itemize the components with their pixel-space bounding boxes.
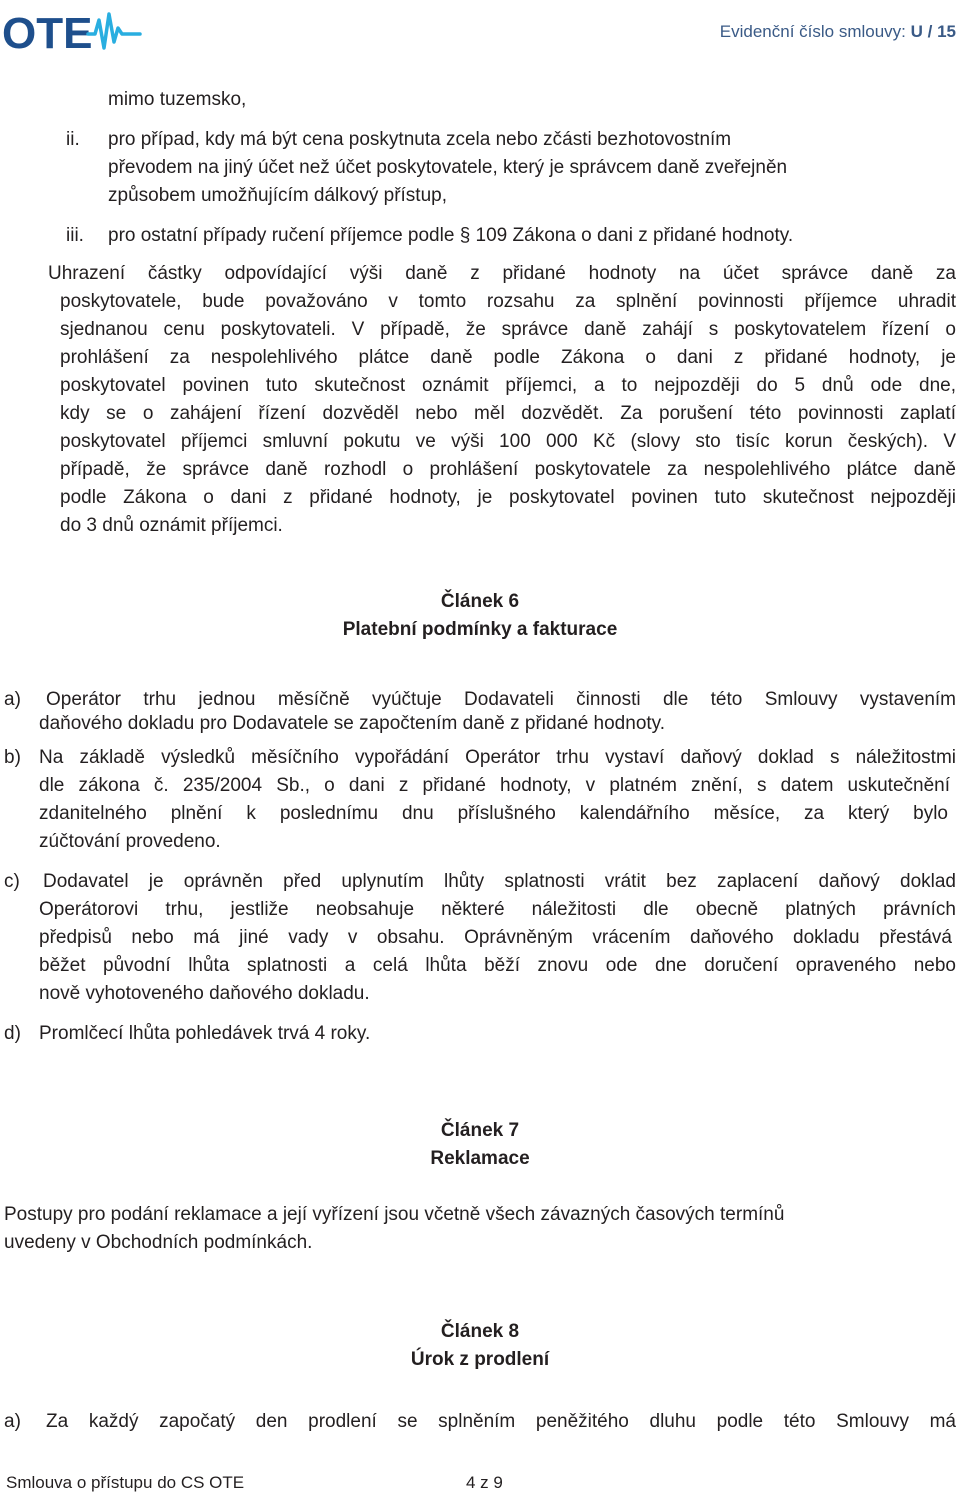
item-label-a-art8: a) bbox=[4, 1411, 21, 1432]
paragraph-line: do 3 dnů oznámit příjemci. bbox=[60, 515, 283, 536]
list-continuation: mimo tuzemsko, bbox=[108, 89, 247, 110]
item-label-c: c) bbox=[4, 871, 20, 892]
item-c-line: předpisů nebo má jiné vady v obsahu. Oprávněným vrácením daňového dokladu přestává bbox=[39, 927, 952, 948]
paragraph-line: poskytovatel povinen tuto skutečnost oznámit příjemci, a to nejpozději do 5 dnů ode dne, bbox=[60, 375, 956, 396]
item-c-line: nově vyhotoveného daňového dokladu. bbox=[39, 983, 370, 1004]
paragraph-line: sjednanou cenu poskytovateli. V případě, že správce daně zahájí s poskytovatelem řízení o bbox=[60, 319, 956, 340]
list-label-iii: iii. bbox=[66, 225, 84, 246]
evidence-label: Evidenční číslo smlouvy: bbox=[719, 22, 911, 41]
paragraph-line: kdy se o zahájení řízení dozvěděl nebo měl dozvědět. Za porušení této povinnosti zaplatí bbox=[60, 403, 956, 424]
list-ii-line: pro případ, kdy má být cena poskytnuta zcela nebo zčásti bezhotovostním bbox=[108, 129, 732, 150]
item-b-line: dle zákona č. 235/2004 Sb., o dani z přidané hodnoty, v platném znění, s datem uskutečnění bbox=[39, 775, 950, 796]
item-c-line: Dodavatel je oprávněn před uplynutím lhůty splatnosti vrátit bez zaplacení daňový doklad bbox=[43, 871, 956, 892]
paragraph-line: případě, že správce daně rozhodl o prohlášení poskytovatele za nespolehlivého plátce daně bbox=[60, 459, 956, 480]
evidence-number bbox=[720, 22, 956, 42]
list-ii-line: způsobem umožňujícím dálkový přístup, bbox=[108, 185, 447, 206]
list-label-ii: ii. bbox=[66, 129, 80, 150]
item-label-d: d) bbox=[4, 1023, 21, 1044]
article-8-title: Článek 8 bbox=[440, 1321, 520, 1342]
article-6-title: Článek 6 bbox=[440, 591, 520, 612]
article-7-line: Postupy pro podání reklamace a její vyřízení jsou včetně všech závazných časových termínů bbox=[4, 1204, 785, 1225]
list-iii-line: pro ostatní případy ručení příjemce podle § 109 Zákona o dani z přidané hodnoty. bbox=[108, 225, 794, 246]
paragraph-line: poskytovatele, bude považováno v tomto rozsahu za splnění povinnosti příjemce uhradit bbox=[60, 291, 956, 312]
item-label-b: b) bbox=[4, 747, 21, 768]
footer-document-name: Smlouva o přístupu do CS OTE bbox=[6, 1473, 245, 1492]
item-c-line: běžet původní lhůta splatnosti a celá lhůta běží znovu ode dne doručení opraveného nebo bbox=[39, 955, 956, 976]
item-b-line: zdanitelného plnění k poslednímu dnu příslušného kalendářního měsíce, za který bylo bbox=[39, 803, 948, 824]
list-ii-line: převodem na jiný účet než účet poskytovatele, který je správcem daně zveřejněn bbox=[108, 157, 788, 178]
ote-logo bbox=[2, 8, 142, 54]
article-6-subtitle: Platební podmínky a fakturace bbox=[342, 619, 618, 640]
item-label-a: a) bbox=[4, 689, 21, 710]
paragraph-line: prohlášení za nespolehlivého plátce daně podle Zákona o dani z přidané hodnoty, je bbox=[60, 347, 956, 368]
paragraph-line: poskytovatel příjemci smluvní pokutu ve výši 100 000 Kč (slovy sto tisíc korun českých). V bbox=[60, 431, 956, 452]
paragraph-line: podle Zákona o dani z přidané hodnoty, je poskytovatel povinen tuto skutečnost nejpozději bbox=[60, 487, 956, 508]
item-d-line: Promlčecí lhůta pohledávek trvá 4 roky. bbox=[39, 1023, 371, 1044]
footer-page-number: 4 z 9 bbox=[466, 1473, 503, 1492]
item-a-line: Operátor trhu jednou měsíčně vyúčtuje Dodavateli činnosti dle této Smlouvy vystavením bbox=[46, 689, 956, 710]
item-b-line: zúčtování provedeno. bbox=[39, 831, 221, 852]
paragraph-line: Uhrazení částky odpovídající výši daně z přidané hodnoty na účet správce daně za bbox=[48, 263, 956, 284]
article-7-subtitle: Reklamace bbox=[430, 1148, 530, 1169]
ote-logo-graphic bbox=[2, 8, 142, 54]
article-8-item-a-line: Za každý započatý den prodlení se splněním peněžitého dluhu podle této Smlouvy má bbox=[46, 1411, 956, 1432]
article-7-line: uvedeny v Obchodních podmínkách. bbox=[4, 1232, 313, 1253]
item-c-line: Operátorovi trhu, jestliže neobsahuje některé náležitosti dle obecně platných právních bbox=[39, 899, 956, 920]
item-b-line: Na základě výsledků měsíčního vypořádání Operátor trhu vystaví daňový doklad s náležitostmi bbox=[39, 747, 956, 768]
wave-icon bbox=[88, 14, 140, 48]
item-a-line: daňového dokladu pro Dodavatele se započtením daně z přidané hodnoty. bbox=[39, 713, 666, 734]
evidence-value: U / 15 bbox=[910, 22, 956, 41]
logo-text: OTE bbox=[2, 9, 93, 54]
article-7-title: Článek 7 bbox=[440, 1120, 520, 1141]
article-8-subtitle: Úrok z prodlení bbox=[410, 1349, 550, 1370]
